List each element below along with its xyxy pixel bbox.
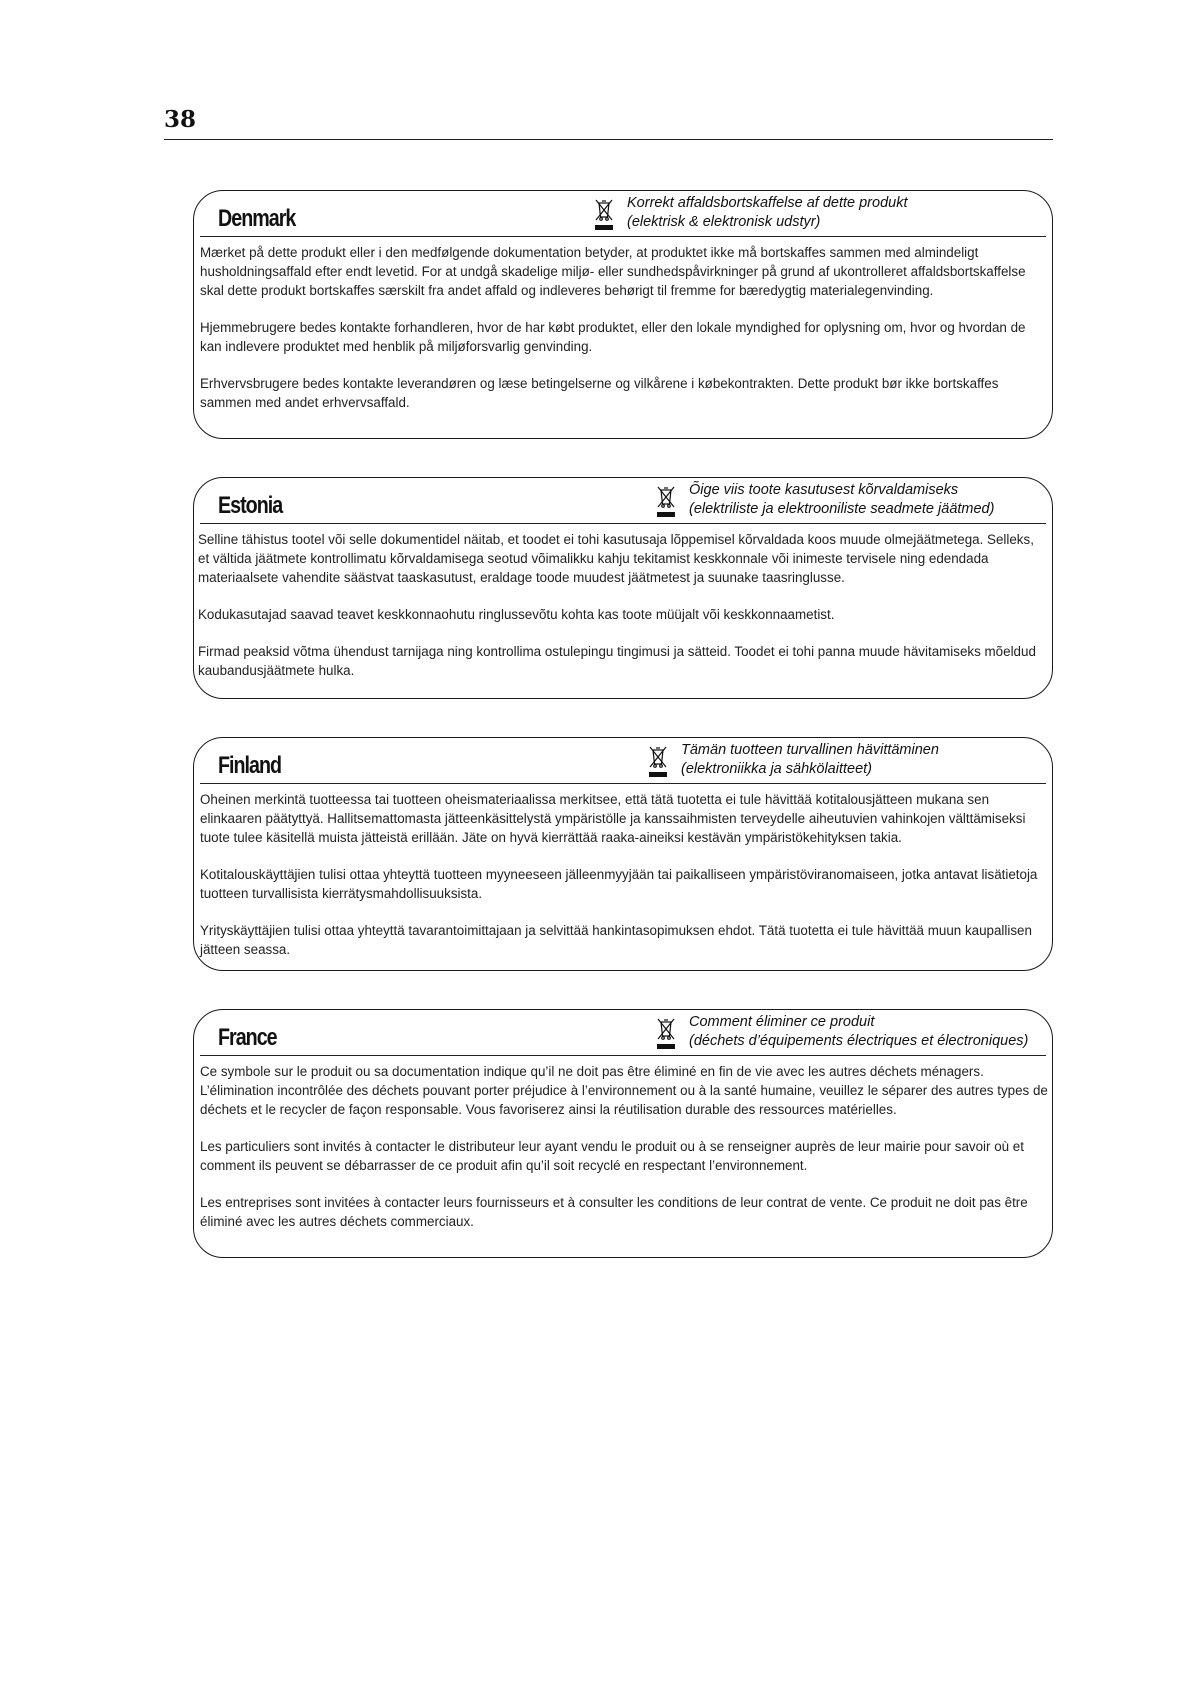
section-rule xyxy=(200,783,1046,784)
paragraph: Oheinen merkintä tuotteessa tai tuotteen oheismateriaalissa merkitsee, että tätä tuotetta ei tule hävittää kotitalousjätteen mukana sen elinkaaren päätyttyä. Hallitsemattomasta jätteenkäsittelystä ympäristölle ja kanssaihmisten terveydelle aiheutuvien vahinkojen välttämiseksi tuote tulee käsitellä muista jätteistä erillään. Jäte on hyvä kierrättää raaka-aineiksi kestävän ympäristökehityksen takia. xyxy=(200,792,1026,845)
section-denmark xyxy=(193,190,1053,439)
section-rule xyxy=(200,236,1046,237)
paragraph: Les entreprises sont invitées à contacter leurs fournisseurs et à consulter les conditions de leur contrat de vente. Ce produit ne doit pas être éliminé avec les autres déchets commerciaux. xyxy=(200,1195,1028,1229)
weee-crossed-bin-icon xyxy=(648,744,668,778)
section-rule xyxy=(200,1055,1046,1056)
disposal-heading xyxy=(681,741,939,779)
country-title: France xyxy=(218,1024,277,1051)
section-france xyxy=(193,1009,1053,1258)
paragraph: Mærket på dette produkt eller i den medfølgende dokumentation betyder, at produktet ikke må bortskaffes sammen med almindeligt husholdningsaffald efter endt levetid. For at undgå skadelige miljø- eller sundhedspåvirkninger på grund af ukontrolleret affaldsbortskaffelse skal dette produkt bortskaffes særskilt fra andet affald og indleveres behørigt til fremme for bæredygtig materialegenvinding. xyxy=(200,245,1026,298)
disposal-line-1: Korrekt affaldsbortskaffelse af dette produkt xyxy=(627,195,908,211)
disposal-line-2: (déchets d’équipements électriques et électroniques) xyxy=(689,1033,1029,1049)
disposal-heading xyxy=(689,1013,1028,1051)
paragraph: Firmad peaksid võtma ühendust tarnijaga ning kontrollima ostulepingu tingimusi ja sätteid. Toodet ei tohi panna muude hävitamiseks mõeldud kaubandusjäätmete hulka. xyxy=(198,644,1036,678)
paragraph: Yrityskäyttäjien tulisi ottaa yhteyttä tavarantoimittajaan ja selvittää hankintasopimuksen ehdot. Tätä tuotetta ei tule hävittää muun kaupallisen jätteen seassa. xyxy=(200,923,1032,957)
disposal-line-2: (elektrisk & elektronisk udstyr) xyxy=(627,214,821,230)
disposal-line-1: Comment éliminer ce produit xyxy=(689,1014,875,1030)
section-body xyxy=(194,784,1052,959)
section-body xyxy=(194,524,1052,680)
paragraph: Selline tähistus tootel või selle dokumentidel näitab, et toodet ei tohi kasutusaja lõppemisel kõrvaldada koos muude olmejäätmetega. Selleks, et vältida jäätmete kontrollimatu kõrvaldamisega seotud võimalikku kahju tekitamist keskkonnale või inimeste tervisele ning edendada materiaalsete vahendite säästvat taaskasutust, eraldage toode muudest jäätmetest ja suunake taasringlusse. xyxy=(198,532,1034,585)
disposal-heading xyxy=(627,194,907,232)
weee-crossed-bin-icon xyxy=(594,197,614,231)
country-title: Estonia xyxy=(218,492,283,519)
paragraph: Erhvervsbrugere bedes kontakte leverandøren og læse betingelserne og vilkårene i købekontrakten. Dette produkt bør ikke bortskaffes sammen med andet erhvervsaffald. xyxy=(200,376,999,410)
page-number: 38 xyxy=(164,106,197,133)
disposal-line-1: Õige viis toote kasutusest kõrvaldamiseks xyxy=(689,482,959,498)
disposal-line-1: Tämän tuotteen turvallinen hävittäminen xyxy=(681,742,939,758)
section-rule xyxy=(200,523,1046,524)
country-title: Denmark xyxy=(218,205,296,232)
section-estonia xyxy=(193,477,1053,699)
section-body xyxy=(194,237,1052,412)
country-title: Finland xyxy=(218,752,282,779)
paragraph: Kotitalouskäyttäjien tulisi ottaa yhteyttä tuotteen myyneeseen jälleenmyyjään tai paikalliseen ympäristöviranomaiseen, jotka antavat lisätietoja tuotteen turvallisista kierrätysmahdollisuuksista. xyxy=(200,867,1038,901)
paragraph: Kodukasutajad saavad teavet keskkonnaohutu ringlussevõtu kohta kas toote müüjalt või keskkonnaametist. xyxy=(198,607,835,622)
weee-crossed-bin-icon xyxy=(656,1016,676,1050)
section-body xyxy=(194,1056,1052,1231)
disposal-line-2: (elektroniikka ja sähkölaitteet) xyxy=(681,761,873,777)
paragraph: Hjemmebrugere bedes kontakte forhandleren, hvor de har købt produktet, eller den lokale myndighed for oplysning om, hvor og hvordan de kan indlevere produktet med henblik på miljøforsvarlig genvinding. xyxy=(200,320,1026,354)
paragraph: Les particuliers sont invités à contacter le distributeur leur ayant vendu le produit ou à se renseigner auprès de leur mairie pour savoir où et comment ils peuvent se débarrasser de ce produit afin qu’il soit recyclé en respectant l’environnement. xyxy=(200,1139,1024,1173)
header-rule xyxy=(164,139,1053,140)
disposal-line-2: (elektriliste ja elektrooniliste seadmete jäätmed) xyxy=(689,501,995,517)
section-finland xyxy=(193,737,1053,971)
weee-crossed-bin-icon xyxy=(656,484,676,518)
paragraph: Ce symbole sur le produit ou sa documentation indique qu’il ne doit pas être éliminé en fin de vie avec les autres déchets ménagers. L’élimination incontrôlée des déchets pouvant porter préjudice à l’environnement ou à la santé humaine, veuillez le séparer des autres types de déchets et le recycler de façon responsable. Vous favoriserez ainsi la réutilisation durable des ressources matérielles. xyxy=(200,1064,1048,1117)
disposal-heading xyxy=(689,481,994,519)
